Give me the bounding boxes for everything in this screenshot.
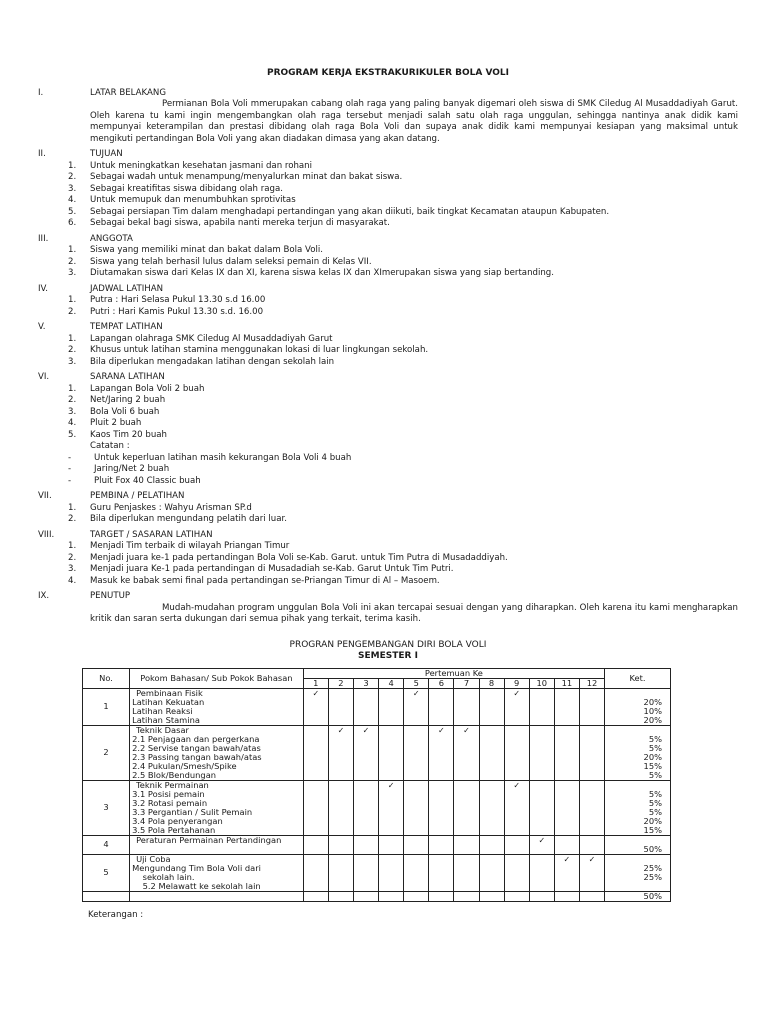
ket-value: 5% [648,733,662,744]
list-text: Bola Voli 6 buah [90,406,160,417]
meeting-cell [328,688,353,725]
subtitle-line2: SEMESTER I [358,650,418,661]
list-text: Masuk ke babak semi final pada pertandingan se-Priangan Timur di Al – Masoem. [90,575,440,586]
meeting-cell [404,780,429,835]
subtitle-line1: PROGRAN PENGEMBANGAN DIRI BOLA VOLI [289,639,487,650]
list-number: 2. [68,514,77,524]
row-number: 1 [83,688,130,725]
meeting-cell [303,854,328,891]
meeting-cell [328,725,353,780]
meeting-cell [404,725,429,780]
list-text: Diutamakan siswa dari Kelas IX dan XI, karena siswa kelas IX dan XImerupakan siswa yang siap bertanding. [90,268,554,278]
section-number: V. [38,322,46,332]
section-number: III. [38,233,49,244]
list-text: Khusus untuk latihan stamina menggunakan lokasi di luar lingkungan sekolah. [90,345,429,355]
meeting-cell [454,835,479,854]
list-text: Bila diperlukan mengundang pelatih dari luar. [90,514,287,524]
row-subtopic: 3.4 Pola penyerangan [132,815,223,826]
table-row [83,688,671,725]
list-number: 2. [68,172,77,182]
list-item [38,418,738,430]
meeting-cell [504,725,529,780]
list-text: Untuk meningkatkan kesehatan jasmani dan rohani [90,160,313,171]
ket-value: 50% [643,843,662,854]
meeting-cell [554,688,579,725]
row-subtopic: 3.3 Pergantian / Sulit Pemain [132,806,253,817]
list-text: Net/Jaring 2 buah [90,395,166,405]
header-meeting-6: 6 [429,678,454,688]
meeting-cell [379,854,404,891]
list-number: 2. [68,395,77,405]
checkmark-icon: ✓ [538,835,546,845]
meeting-cell [579,854,604,891]
list-item [38,345,738,357]
row-subtopic: 2.3 Passing tangan bawah/atas [132,751,262,762]
list-number: 1. [68,160,77,171]
meeting-cell [429,835,454,854]
meeting-cell [353,725,378,780]
section-1 [38,88,738,146]
list-number: 1. [68,383,77,394]
meeting-cell [404,688,429,725]
ket-value: 25% [643,871,662,882]
meeting-cell [554,725,579,780]
section-heading [38,491,738,503]
meeting-cell [504,780,529,835]
list-item [38,334,738,346]
section-3 [38,234,738,280]
section-number: IV. [38,283,49,294]
table-row [83,891,671,901]
row-ket [605,854,671,891]
section-title: SARANA LATIHAN [90,372,165,382]
meeting-cell [303,780,328,835]
document-body [38,68,738,921]
meeting-cell [479,835,504,854]
list-number: 3. [68,356,77,367]
section-8 [38,530,738,588]
row-topic [130,780,304,835]
document-title: PROGRAM KERJA EKSTRAKURIKULER BOLA VOLI [266,68,510,78]
header-ket: Ket. [605,668,671,688]
meeting-cell [379,835,404,854]
checkmark-icon: ✓ [513,688,521,698]
meeting-cell [479,780,504,835]
list-text: Menjadi juara Ke-1 pada pertandingan di Musadadiah se-Kab. Garut Untuk Tim Putri. [90,564,454,574]
section-number: VI. [38,372,50,382]
list-item [38,245,738,257]
section-title: TEMPAT LATIHAN [90,322,163,332]
note-dash: - [68,475,72,486]
section-2 [38,149,738,230]
row-topic [130,891,304,901]
list-text: Untuk memupuk dan menumbuhkan sprotivitas [90,195,296,205]
meeting-cell [504,891,529,901]
ket-value: 15% [643,760,662,771]
list-item [38,172,738,184]
checkmark-icon: ✓ [312,688,320,698]
checkmark-icon: ✓ [412,688,420,698]
header-meeting-1: 1 [303,678,328,688]
meeting-cell [479,854,504,891]
row-subtopic: 2.1 Penjagaan dan pergerkana [132,733,260,744]
meeting-cell [404,891,429,901]
ket-value: 20% [643,815,662,826]
checkmark-icon: ✓ [387,780,395,790]
list-item [38,430,738,442]
meeting-cell [353,780,378,835]
list-number: 3. [68,406,77,417]
list-text: Menjadi Tim terbaik di wilayah Priangan Timur [90,541,290,551]
ket-value: 20% [643,696,662,707]
meeting-cell [379,891,404,901]
ket-value: 20% [643,751,662,762]
list-number: 5. [68,206,77,217]
checkmark-icon: ✓ [513,780,521,790]
row-number: 3 [83,780,130,835]
row-number: 5 [83,854,130,891]
section-paragraph: Permianan Bola Voli mmerupakan cabang olah raga yang paling banyak digemari oleh siswa di SMK Ciledug Al Musaddadiyah Garut. Oleh karena tu kami ingin mengembangkan olah raga tersebut menjadi salah satu olah raga unggulan, sehingga nantinya anak didik kami mempunyai keterampilan dan prestasi dibidang olah raga Bola Voli dan supaya anak didik kami mempunyai kesiapan yang maksimal untuk mengikuti pertandingan Bola Voli yang akan diadakan dimasa yang akan datang. [90,99,738,144]
meeting-cell [579,688,604,725]
header-meeting-5: 5 [404,678,429,688]
section-title: LATAR BELAKANG [90,87,167,98]
meeting-cell [404,835,429,854]
meeting-cell [529,835,554,854]
row-ket [605,835,671,854]
checkmark-icon: ✓ [463,725,470,735]
row-subtopic: 2.5 Blok/Bendungan [132,769,217,780]
section-number: VII. [38,491,52,501]
meeting-cell [429,725,454,780]
ket-value: 15% [643,824,662,835]
row-topic-title: Uji Coba [136,853,171,864]
note-text: Untuk keperluan latihan masih kekurangan Bola Voli 4 buah [94,452,352,463]
header-meeting-9: 9 [504,678,529,688]
note-text: Jaring/Net 2 buah [94,464,170,474]
notes-label: Catatan : [90,441,130,451]
header-meetings: Pertemuan Ke [303,668,604,678]
note-item [38,476,738,488]
checkmark-icon: ✓ [438,725,445,735]
meeting-cell [429,891,454,901]
list-item [38,395,738,407]
section-4 [38,284,738,319]
meeting-cell [303,688,328,725]
meeting-cell [579,891,604,901]
meeting-cell [429,688,454,725]
list-number: 2. [68,306,77,317]
meeting-cell [404,854,429,891]
ket-value: 5% [648,788,662,799]
list-item [38,407,738,419]
meeting-cell [479,891,504,901]
list-item [38,218,738,230]
ket-value: 50% [643,890,662,901]
section-heading [38,88,738,100]
header-meeting-10: 10 [529,678,554,688]
section-heading [38,149,738,161]
row-ket [605,780,671,835]
row-topic-title: Teknik Permainan [136,779,209,790]
list-number: 4. [68,195,77,205]
meeting-cell [353,835,378,854]
meeting-cell [379,688,404,725]
list-item [38,257,738,269]
table-row [83,854,671,891]
section-heading [38,284,738,296]
row-ket [605,891,671,901]
list-text: Putri : Hari Kamis Pukul 13.30 s.d. 16.00 [90,306,264,317]
row-subtopic: 2.2 Servise tangan bawah/atas [132,742,261,753]
list-number: 6. [68,218,77,228]
list-text: Guru Penjaskes : Wahyu Arisman SP.d [90,502,252,513]
keterangan-label: Keterangan : [88,909,144,920]
meeting-cell [529,725,554,780]
meeting-cell [454,688,479,725]
meeting-cell [554,854,579,891]
checkmark-icon: ✓ [337,725,345,735]
list-item [38,307,738,319]
header-meeting-4: 4 [379,678,404,688]
meeting-cell [429,780,454,835]
section-number: II. [38,149,46,159]
row-subtopic: 3.2 Rotasi pemain [132,797,208,808]
row-subtopic: Latihan Kekuatan [132,696,205,707]
row-subtopic: Latihan Reaksi [132,705,193,716]
meeting-cell [454,780,479,835]
note-dash: - [68,464,72,474]
meeting-cell [504,854,529,891]
list-number: 4. [68,575,77,586]
ket-value: 5% [648,806,662,817]
list-number: 2. [68,256,77,267]
section-title: PENUTUP [90,591,131,601]
list-item [38,184,738,196]
list-item [38,207,738,219]
meeting-cell [479,725,504,780]
meeting-cell [554,780,579,835]
list-number: 1. [68,333,77,344]
list-item [38,268,738,280]
section-number: I. [38,87,44,98]
meeting-cell [353,854,378,891]
list-text: Siswa yang telah berhasil lulus dalam seleksi pemain di Kelas VII. [90,256,372,267]
list-text: Pluit 2 buah [90,418,142,428]
list-text: Sebagai persiapan Tim dalam menghadapi pertandingan yang akan diikuti, baik tingkat Kecamatan ataupun Kabupaten. [90,206,610,217]
meeting-cell [529,891,554,901]
checkmark-icon: ✓ [588,854,596,864]
header-meeting-7: 7 [454,678,479,688]
section-heading [38,530,738,542]
meeting-cell [579,835,604,854]
list-item [38,357,738,369]
list-number: 1. [68,245,77,255]
note-item [38,453,738,465]
meeting-cell [353,688,378,725]
row-subtopic: 2.4 Pukulan/Smesh/Spike [132,760,237,771]
checkmark-icon: ✓ [362,725,370,735]
meeting-cell [353,891,378,901]
table-row [83,835,671,854]
header-meeting-2: 2 [328,678,353,688]
table-row [83,780,671,835]
header-meeting-12: 12 [579,678,604,688]
list-text: Lapangan olahraga SMK Ciledug Al Musaddadiyah Garut [90,333,333,344]
list-text: Sebagai bekal bagi siswa, apabila nanti mereka terjun di masyarakat. [90,218,390,228]
meeting-cell [454,725,479,780]
list-number: 4. [68,418,77,428]
section-5 [38,322,738,368]
meeting-cell [579,725,604,780]
ket-value: 5% [648,797,662,808]
row-subtopic: Latihan Stamina [132,714,200,725]
list-number: 3. [68,183,77,194]
program-subtitle [38,640,738,662]
meeting-cell [579,780,604,835]
list-item [38,576,738,588]
section-title: JADWAL LATIHAN [90,283,164,294]
section-paragraph: Mudah-mudahan program unggulan Bola Voli ini akan tercapai sesuai dengan yang diharapkan. Oleh karena itu kami mengharapkan kritik dan saran serta dukungan dari semua pihak yang terkait, terima kasih. [90,602,738,624]
row-subtopic: 5.2 Melawatt ke sekolah lain [132,880,261,891]
meeting-cell [529,780,554,835]
meeting-cell [303,891,328,901]
meeting-cell [454,854,479,891]
note-dash: - [68,452,72,463]
list-item [38,384,738,396]
list-text: Siswa yang memiliki minat dan bakat dalam Bola Voli. [90,245,323,255]
meeting-cell [504,835,529,854]
list-number: 2. [68,552,77,563]
header-meeting-3: 3 [353,678,378,688]
row-ket [605,725,671,780]
ket-value: 25% [643,862,662,873]
section-heading [38,322,738,334]
list-text: Sebagai kreatifitas siswa dibidang olah raga. [90,183,283,194]
meeting-cell [303,835,328,854]
meeting-cell [328,835,353,854]
section-title: TARGET / SASARAN LATIHAN [90,529,213,540]
program-table [82,668,671,902]
meeting-cell [429,854,454,891]
row-ket [605,688,671,725]
ket-value: 20% [643,714,662,725]
meeting-cell [328,780,353,835]
meeting-cell [379,725,404,780]
ket-value: 5% [648,769,662,780]
meeting-cell [554,891,579,901]
section-number: IX. [38,591,50,601]
section-heading [38,372,738,384]
meeting-cell [328,854,353,891]
list-number: 1. [68,541,77,551]
section-6 [38,372,738,487]
sections [38,88,738,626]
section-heading [38,234,738,246]
list-text: Lapangan Bola Voli 2 buah [90,383,205,394]
meeting-cell [554,835,579,854]
list-text: Bila diperlukan mengadakan latihan dengan sekolah lain [90,356,335,367]
row-topic-title: Teknik Dasar [136,724,189,735]
table-row [83,725,671,780]
list-number: 5. [68,429,77,440]
ket-value: 5% [648,742,662,753]
list-number: 3. [68,268,77,278]
meeting-cell [303,725,328,780]
checkmark-icon: ✓ [563,854,571,864]
meeting-cell [479,688,504,725]
row-number [83,891,130,901]
list-number: 1. [68,502,77,513]
list-item [38,295,738,307]
header-topic: Pokom Bahasan/ Sub Pokok Bahasan [130,668,304,688]
list-item [38,161,738,173]
list-item [38,503,738,515]
row-topic [130,725,304,780]
meeting-cell [529,688,554,725]
note-item [38,464,738,476]
section-title: PEMBINA / PELATIHAN [90,491,185,501]
header-no: No. [83,668,130,688]
list-number: 1. [68,295,77,305]
list-item [38,553,738,565]
list-item [38,541,738,553]
row-number: 4 [83,835,130,854]
list-text: Sebagai wadah untuk menampung/menyalurkan minat dan bakat siswa. [90,172,403,182]
section-heading [38,591,738,603]
list-number: 2. [68,345,77,355]
list-text: Kaos Tim 20 buah [90,429,167,440]
header-meeting-8: 8 [479,678,504,688]
list-number: 3. [68,564,77,574]
list-item [38,514,738,526]
row-subtopic: 3.5 Pola Pertahanan [132,824,216,835]
list-item [38,195,738,207]
meeting-cell [529,854,554,891]
header-meeting-11: 11 [554,678,579,688]
section-9 [38,591,738,626]
section-number: VIII. [38,529,55,540]
list-item [38,564,738,576]
meeting-cell [328,891,353,901]
row-subtopic: Mengundang Tim Bola Voli dari [132,862,261,873]
list-text: Putra : Hari Selasa Pukul 13.30 s.d 16.00 [90,295,266,305]
meeting-cell [379,780,404,835]
list-text: Menjadi juara ke-1 pada pertandingan Bola Voli se-Kab. Garut. untuk Tim Putra di Musadaddiyah. [90,552,508,563]
row-topic-title: Peraturan Permainan Pertandingan [136,834,282,845]
row-number: 2 [83,725,130,780]
note-text: Pluit Fox 40 Classic buah [94,475,201,486]
section-title: ANGGOTA [90,233,133,244]
row-topic [130,854,304,891]
row-subtopic: sekolah lain. [132,871,195,882]
row-subtopic: 3.1 Posisi pemain [132,788,205,799]
meeting-cell [454,891,479,901]
row-topic [130,835,304,854]
section-7 [38,491,738,526]
section-title: TUJUAN [90,149,123,159]
row-topic-title: Pembinaan Fisik [136,687,203,698]
row-topic [130,688,304,725]
ket-value: 10% [643,705,662,716]
meeting-cell [504,688,529,725]
